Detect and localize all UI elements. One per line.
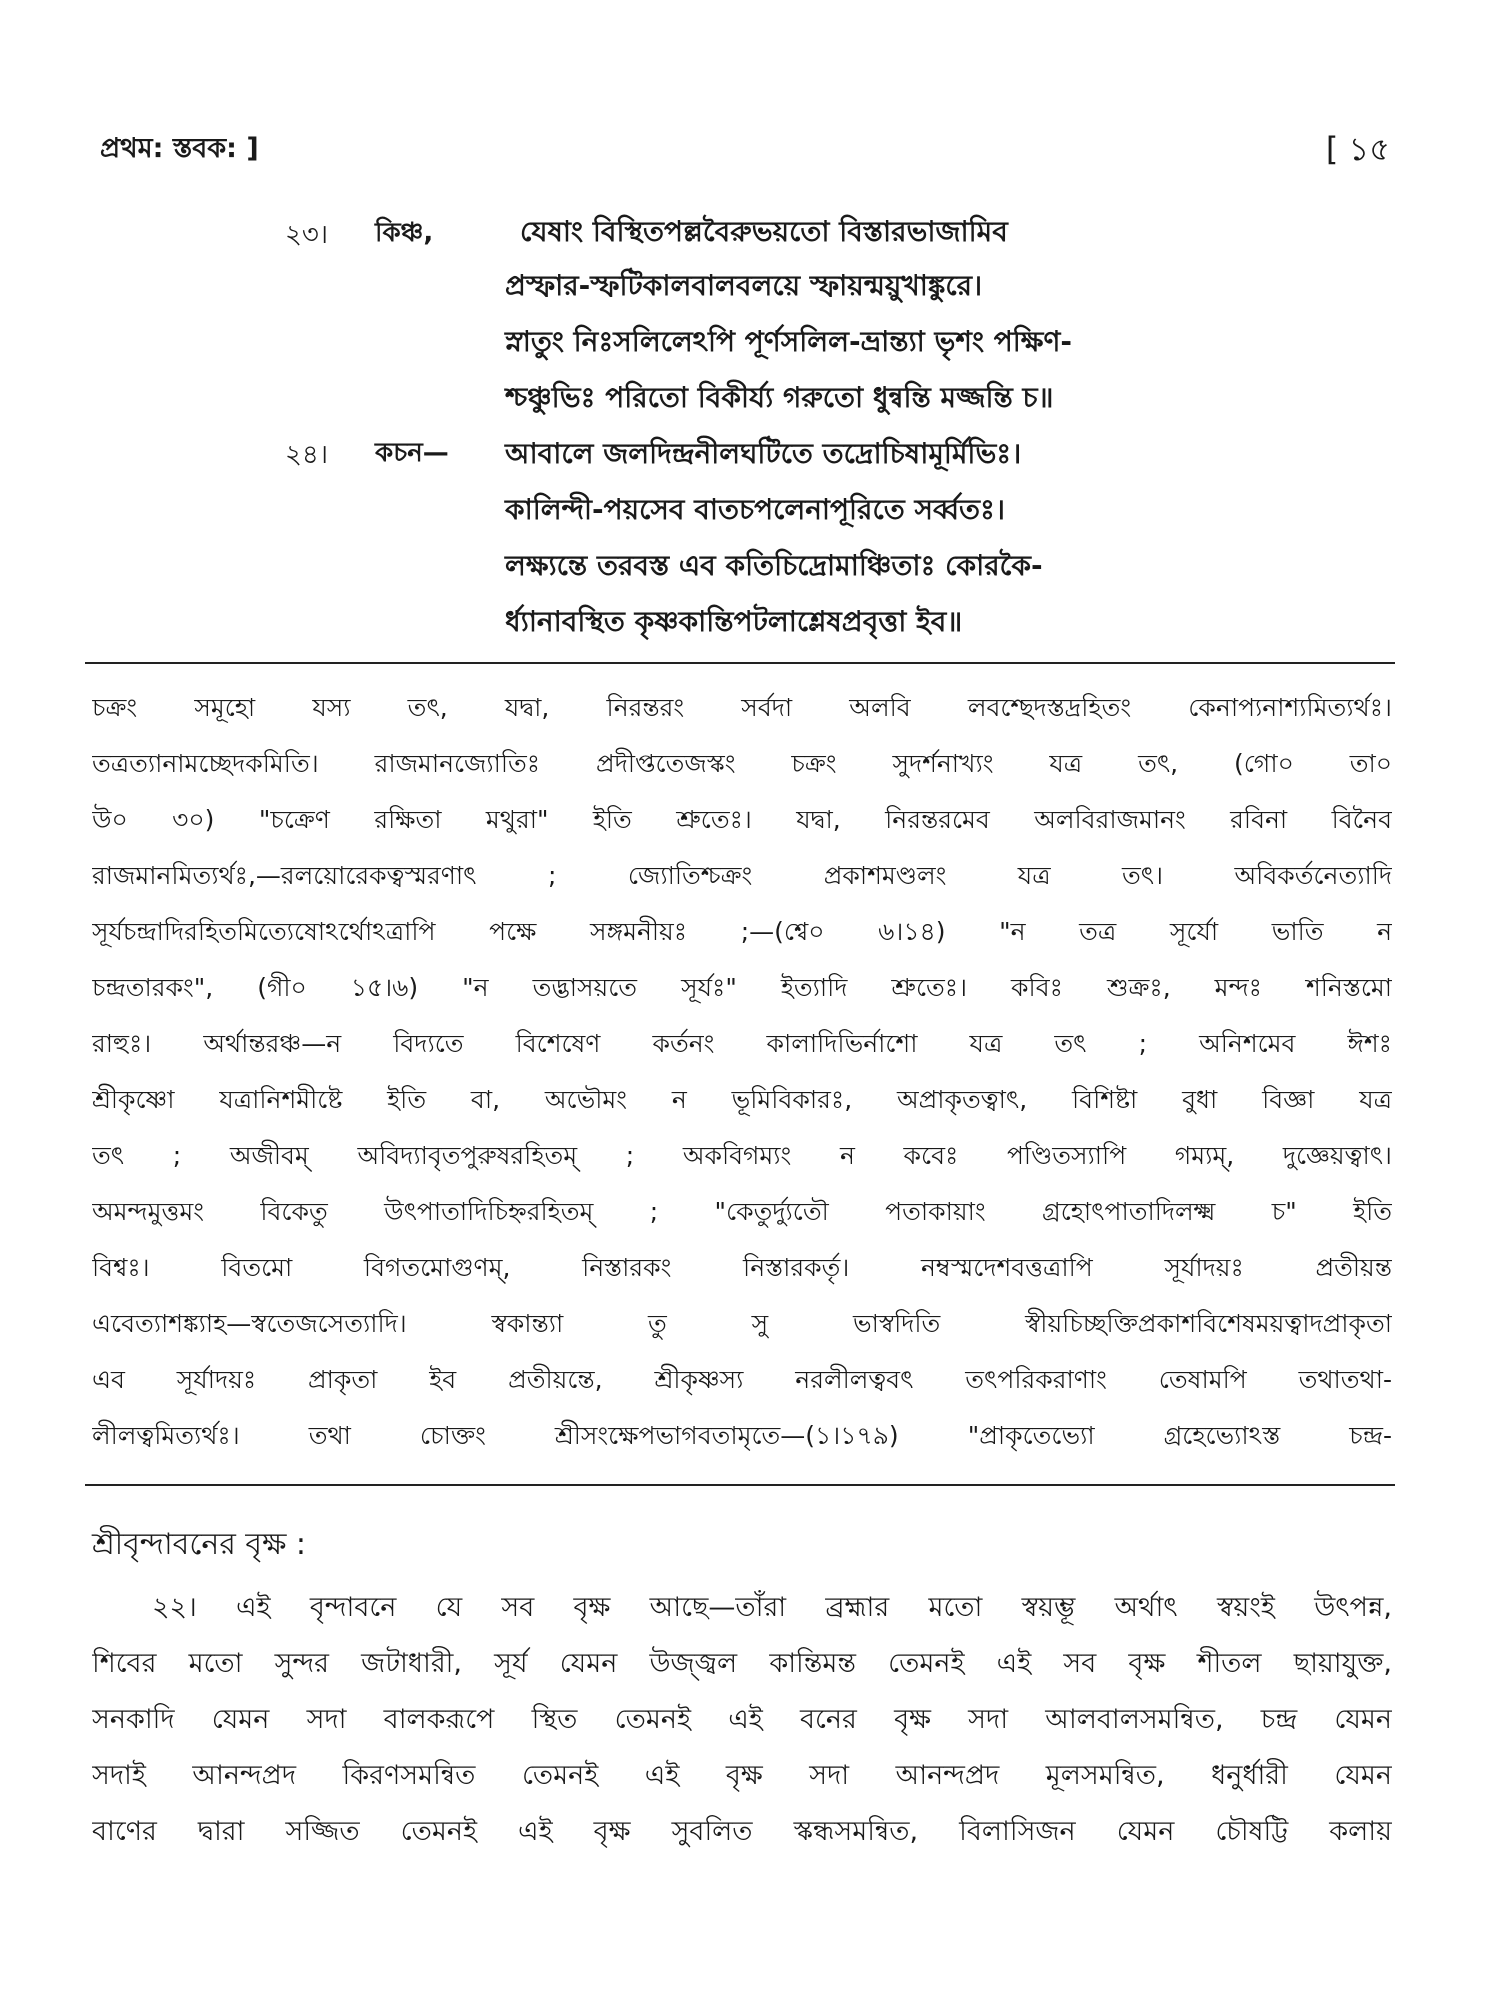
verse-label: কচন— bbox=[375, 438, 449, 468]
translation-line: সনকাদি যেমন সদা বালকরূপে স্থিত তেমনই এই বনের বৃক্ষ সদা আলবালসমন্বিত, চন্দ্র যেমন bbox=[92, 1704, 1392, 1735]
verse-line: শ্চঞ্চুভিঃ পরিতো বিকীর্য্য গরুতো ধুন্বন্তি মজ্জন্তি চ॥ bbox=[505, 381, 1054, 414]
section-heading: শ্রীবৃন্দাবনের বৃক্ষ : bbox=[92, 1527, 307, 1562]
verse-number: ২৩। bbox=[285, 220, 329, 250]
translation-line: শিবের মতো সুন্দর জটাধারী, সূর্য যেমন উজ্জ্বল কান্তিমন্ত তেমনই এই সব বৃক্ষ শীতল ছায়াযুক্ত, bbox=[92, 1648, 1392, 1679]
verse-line: লক্ষ্যন্তে তরবস্ত এব কতিচিদ্রোমাঞ্চিতাঃ কোরকৈ- bbox=[505, 549, 1043, 582]
commentary-block bbox=[92, 680, 1392, 1464]
running-head: প্রথম: স্তবক: ] bbox=[100, 133, 259, 164]
verse-line: প্রস্ফার-স্ফটিকালবালবলয়ে স্ফায়ন্ময়ুখাঙ্কুরে। bbox=[505, 269, 983, 302]
commentary-line: এব সূর্যাদয়ঃ প্রাকৃতা ইব প্রতীয়ন্তে, শ্রীকৃষ্ণস্য নরলীলত্ববৎ তৎপরিকরাণাং তেষামপি তথাতথা- bbox=[92, 1365, 1392, 1394]
commentary-line: এবেত্যাশঙ্ক্যাহ—স্বতেজসেত্যাদি। স্বকান্ত্যা তু সু ভাস্বদিতি স্বীয়চিচ্ছক্তিপ্রকাশবিশেষময়ত্বাদপ্রাকৃতা bbox=[92, 1309, 1392, 1338]
translation-line: বাণের দ্বারা সজ্জিত তেমনই এই বৃক্ষ সুবলিত স্কন্ধসমন্বিত, বিলাসিজন যেমন চৌষট্টি কলায় bbox=[92, 1816, 1392, 1847]
verse-line: যেষাং বিস্থিতপল্লবৈরুভয়তো বিস্তারভাজামিব bbox=[520, 215, 1008, 248]
commentary-line: রাহুঃ। অর্থান্তরঞ্চ—ন বিদ্যতে বিশেষেণ কর্তনং কালাদিভির্নাশো যত্র তৎ ; অনিশমেব ঈশঃ bbox=[92, 1029, 1392, 1058]
page-header bbox=[100, 128, 1390, 172]
verse-label: কিঞ্চ, bbox=[375, 218, 434, 248]
commentary-line: চন্দ্রতারকং", (গী০ ১৫।৬) "ন তদ্ভাসয়তে সূর্যঃ" ইত্যাদি শ্রুতেঃ। কবিঃ শুক্রঃ, মন্দঃ শনিস্তমো bbox=[92, 973, 1392, 1002]
commentary-line: উ০ ৩০) "চক্রেণ রক্ষিতা মথুরা" ইতি শ্রুতেঃ। যদ্বা, নিরন্তরমেব অলবিরাজমানং রবিনা বিনৈব bbox=[92, 805, 1392, 834]
verse-line: র্ধ্যানাবস্থিত কৃষ্ণকান্তিপটলাশ্লেষপ্রবৃত্তা ইব॥ bbox=[505, 605, 963, 638]
translation-line: ২২। এই বৃন্দাবনে যে সব বৃক্ষ আছে—তাঁরা ব্রহ্মার মতো স্বয়ম্ভূ অর্থাৎ স্বয়ংই উৎপন্ন, bbox=[152, 1592, 1392, 1623]
commentary-line: লীলত্বমিত্যর্থঃ। তথা চোক্তং শ্রীসংক্ষেপভাগবতামৃতে—(১।১৭৯) "প্রাকৃতেভ্যো গ্রহেভ্যোঽস্ত চন্দ্র- bbox=[92, 1421, 1392, 1450]
commentary-line: বিশ্বঃ। বিতমো বিগতমোগুণম্, নিস্তারকং নিস্তারকর্তৃ। নম্বস্মদেশবত্তত্রাপি সূর্যাদয়ঃ প্রতীয়ন্ত bbox=[92, 1253, 1392, 1282]
verse-line: আবালে জলদিন্দ্রনীলঘটিতে তদ্রোচিষামূর্মিভিঃ। bbox=[505, 437, 1022, 470]
commentary-line: চক্রং সমূহো যস্য তৎ, যদ্বা, নিরন্তরং সর্বদা অলবি লবশ্ছেদস্তদ্রহিতং কেনাপ্যনাশ্যমিত্যর্থঃ। bbox=[92, 693, 1392, 722]
translation-line: সদাই আনন্দপ্রদ কিরণসমন্বিত তেমনই এই বৃক্ষ সদা আনন্দপ্রদ মূলসমন্বিত, ধনুর্ধারী যেমন bbox=[92, 1760, 1392, 1791]
verse-number: ২৪। bbox=[285, 440, 329, 470]
divider-bottom bbox=[85, 1484, 1395, 1486]
commentary-line: তৎ ; অজীবম্ অবিদ্যাবৃতপুরুষরহিতম্ ; অকবিগম্যং ন কবেঃ পণ্ডিতস্যাপি গম্যম্, দুজ্ঞেয়ত্বাৎ। bbox=[92, 1141, 1392, 1170]
commentary-line: অমন্দমুত্তমং বিকেতু উৎপাতাদিচিহ্নরহিতম্ ; "কেতুর্দ্যুতৌ পতাকায়াং গ্রহোৎপাতাদিলক্ষ্ম চ" ইতি bbox=[92, 1197, 1392, 1226]
divider-top bbox=[85, 662, 1395, 664]
commentary-line: শ্রীকৃষ্ণো যত্রানিশমীষ্টে ইতি বা, অভৌমং ন ভূমিবিকারঃ, অপ্রাকৃতত্বাৎ, বিশিষ্টা বুধা বিজ্ঞা যত্র bbox=[92, 1085, 1392, 1114]
verse-line: কালিন্দী-পয়সেব বাতচপলেনাপূরিতে সর্ব্বতঃ। bbox=[505, 493, 1005, 526]
translation-block bbox=[92, 1580, 1392, 1860]
verse-line: স্নাতুং নিঃসলিলেঽপি পূর্ণসলিল-ভ্রান্ত্যা ভৃশং পক্ষিণ- bbox=[505, 325, 1073, 358]
page-number: [ ১৫ bbox=[1325, 130, 1390, 168]
commentary-line: রাজমানমিত্যর্থঃ,—রলয়োরেকত্বস্মরণাৎ ; জ্যোতিশ্চক্রং প্রকাশমণ্ডলং যত্র তৎ। অবিকর্তনেত্যাদি bbox=[92, 861, 1392, 890]
commentary-line: সূর্যচন্দ্রাদিরহিতমিত্যেষোঽর্থোঽত্রাপি পক্ষে সঙ্গমনীয়ঃ ;—(শ্বে০ ৬।১৪) "ন তত্র সূর্যো ভাতি ন bbox=[92, 917, 1392, 946]
commentary-line: তত্রত্যানামচ্ছেদকমিতি। রাজমানজ্যোতিঃ প্রদীপ্ততেজস্কং চক্রং সুদর্শনাখ্যং যত্র তৎ, (গো০ তা০ bbox=[92, 749, 1392, 778]
